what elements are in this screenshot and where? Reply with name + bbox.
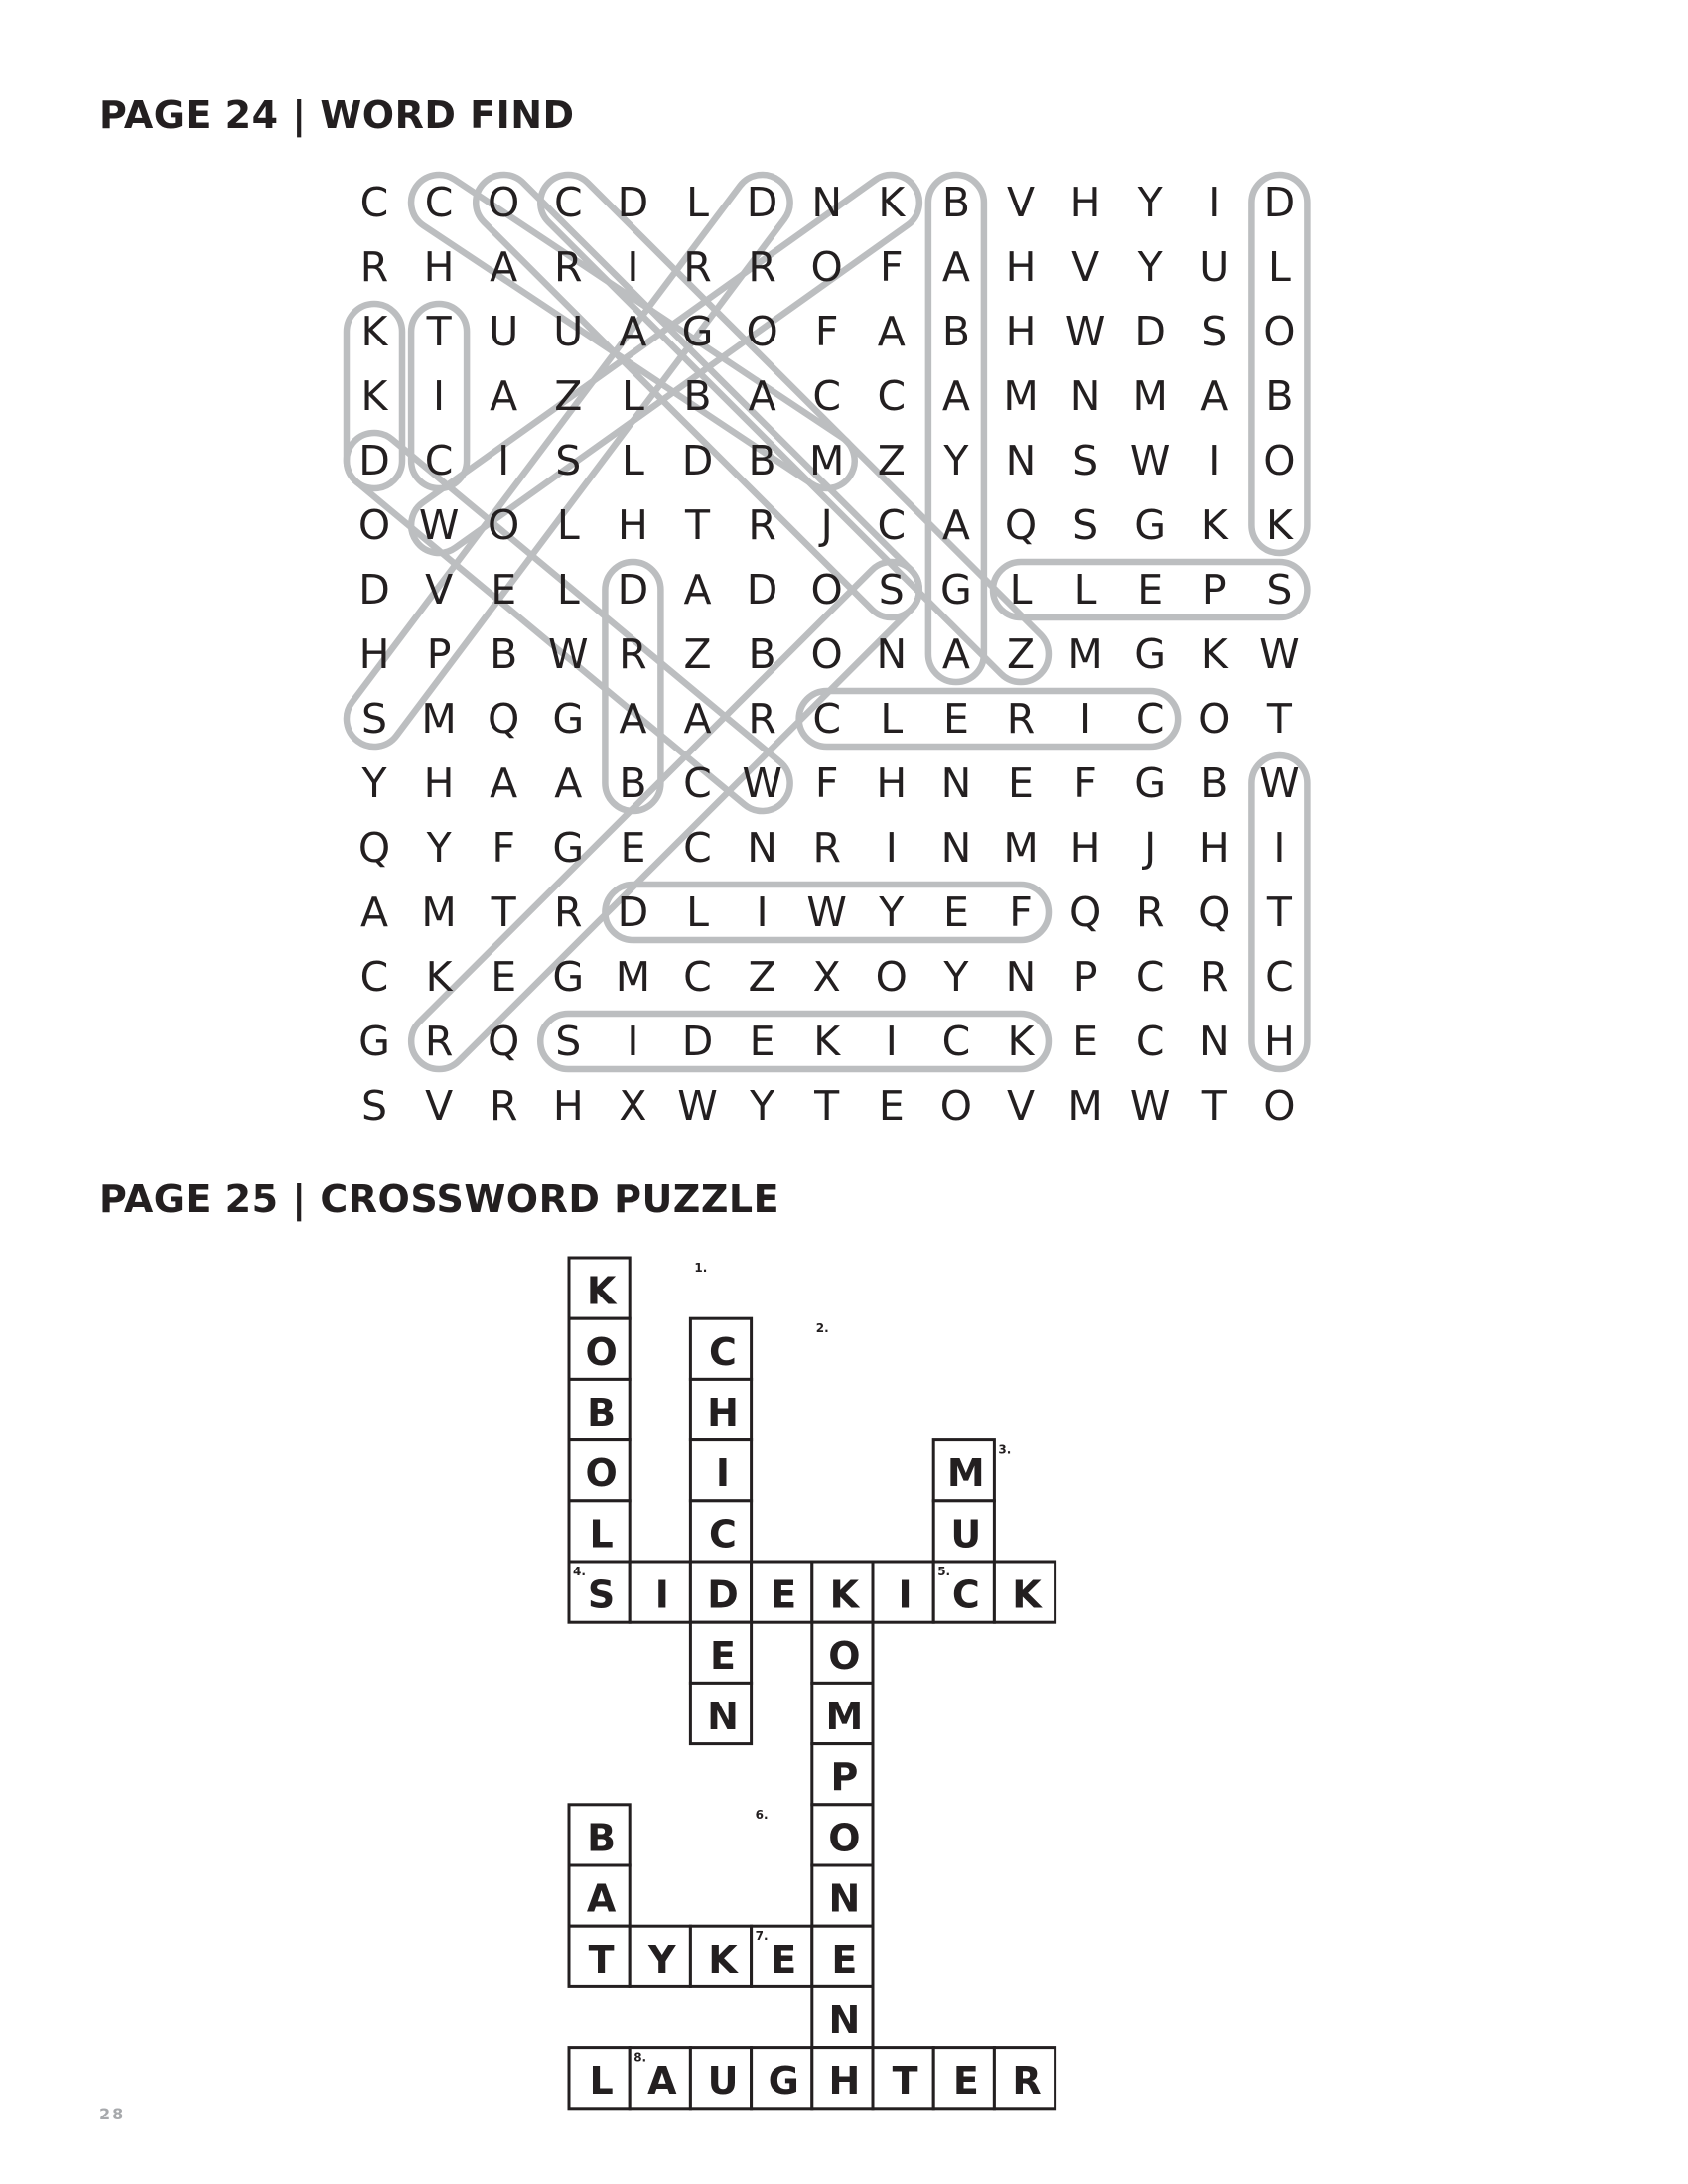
grid-letter: R [359,243,389,291]
grid-letter: U [553,308,584,355]
grid-letter: P [1201,566,1227,614]
crossword-letter: N [828,1998,861,2042]
grid-letter: R [1200,953,1229,1001]
grid-letter: D [1134,308,1166,355]
crossword-heading: PAGE 25 | CROSSWORD PUZZLE [99,1177,780,1221]
grid-letter: E [942,888,969,936]
grid-letter: S [1072,501,1099,549]
grid-letter: R [554,888,583,936]
crossword-letter: E [831,1937,858,1981]
grid-letter: G [552,953,585,1001]
clue-number: 8. [633,2050,647,2065]
grid-letter: C [424,179,454,226]
grid-letter: I [1208,437,1221,484]
grid-letter: W [1129,437,1171,484]
crossword-letter: M [825,1695,864,1738]
grid-letter: Y [426,824,452,872]
grid-letter: N [940,824,972,872]
grid-letter: O [1263,437,1296,484]
crossword-letter: U [707,2059,739,2104]
clue-number: 3. [998,1442,1012,1457]
grid-letter: C [941,1018,971,1065]
grid-letter: C [359,953,389,1001]
grid-letter: D [746,179,778,226]
crossword-letter: K [586,1269,617,1313]
grid-letter: R [489,1082,518,1130]
crossword-cells [569,1258,1055,2109]
grid-letter: H [1005,308,1037,355]
grid-letter: D [617,179,649,226]
grid-letter: J [820,501,833,549]
grid-letter: D [746,566,778,614]
crossword-letter: O [585,1329,618,1374]
grid-letter: Q [488,1018,520,1065]
grid-letter: A [1200,372,1229,420]
grid-letter: C [1265,953,1294,1001]
crossword-letter: C [709,1512,737,1557]
grid-letter: E [878,1082,905,1130]
clue-number: 4. [573,1565,586,1578]
grid-letter: V [1071,243,1100,291]
grid-letter: Z [554,372,583,420]
grid-letter: C [812,372,842,420]
grid-letter: N [1198,1018,1230,1065]
grid-letter: A [941,372,970,420]
grid-letter: S [360,1082,388,1130]
grid-letter: C [1135,1018,1165,1065]
grid-letter: R [683,243,712,291]
grid-letter: D [617,888,649,936]
grid-letter: Y [943,953,969,1001]
grid-letter: F [492,824,515,872]
grid-letter: G [1134,630,1167,678]
crossword-letter: R [1012,2059,1042,2104]
grid-letter: T [814,1082,840,1130]
grid-letter: Z [1006,630,1036,678]
grid-letter: M [1067,1082,1103,1130]
grid-letter: C [877,372,907,420]
crossword-letter: L [589,1512,614,1557]
grid-letter: F [814,759,839,807]
grid-letter: R [554,243,583,291]
grid-letter: I [1208,179,1221,226]
crossword-letter: T [588,1937,615,1981]
crossword-letter: O [585,1451,618,1496]
clue-number: 1. [694,1261,708,1275]
grid-letter: I [627,243,639,291]
grid-letter: A [941,501,970,549]
grid-letter: O [357,501,391,549]
grid-letter: M [421,888,457,936]
grid-letter: W [677,1082,718,1130]
grid-letter: C [877,501,907,549]
grid-letter: H [876,759,908,807]
grid-letter: E [942,695,969,743]
grid-letter: H [423,243,455,291]
grid-letter: B [619,759,647,807]
grid-letter: F [880,243,904,291]
grid-letter: O [810,243,843,291]
crossword-letter: E [710,1633,736,1678]
grid-letter: R [619,630,647,678]
crossword-letter: Y [648,1937,676,1981]
grid-letter: G [681,308,714,355]
grid-letter: A [877,308,906,355]
grid-letter: I [885,824,898,872]
grid-letter: E [749,1018,775,1065]
grid-letter: H [423,759,455,807]
grid-letter: D [681,437,714,484]
word-find-heading: PAGE 24 | WORD FIND [99,93,575,137]
grid-letter: N [940,759,972,807]
grid-letter: I [433,372,446,420]
grid-letter: H [358,630,390,678]
grid-letter: Q [1198,888,1231,936]
grid-letter: N [1005,437,1037,484]
grid-letter: F [1073,759,1097,807]
grid-letter: A [683,695,712,743]
grid-letter: B [1200,759,1229,807]
grid-letter: A [490,243,518,291]
grid-letter: D [358,437,390,484]
grid-letter: Y [1137,179,1163,226]
grid-letter: T [426,308,452,355]
grid-letter: E [491,566,517,614]
grid-letter: V [1006,179,1036,226]
grid-letter: S [1072,437,1099,484]
grid-letter: T [1266,888,1292,936]
grid-letter: W [548,630,589,678]
grid-letter: X [619,1082,647,1130]
grid-letter: S [878,566,905,614]
grid-letter: U [1199,243,1230,291]
crossword-letter: K [1012,1572,1042,1617]
grid-letter: I [497,437,510,484]
grid-letter: T [491,888,516,936]
grid-letter: W [1064,308,1106,355]
crossword-letter: O [828,1816,861,1860]
grid-letter: B [941,179,970,226]
grid-letter: M [1003,372,1039,420]
grid-letter: A [490,759,518,807]
grid-letter: C [1135,953,1165,1001]
grid-letter: C [683,953,712,1001]
grid-letter: Z [683,630,712,678]
crossword-letter: P [830,1755,859,1800]
crossword-letter: E [952,2059,979,2104]
grid-letter: J [1144,824,1157,872]
grid-letter: L [621,437,644,484]
grid-letter: L [1267,243,1291,291]
grid-letter: C [1135,695,1165,743]
crossword-letter: L [589,2059,614,2104]
grid-letter: Q [1068,888,1102,936]
grid-letter: L [1073,566,1097,614]
grid-letter: R [1135,888,1165,936]
clue-number: 2. [815,1321,829,1336]
grid-letter: A [941,243,970,291]
grid-letter: O [875,953,908,1001]
grid-letter: K [425,953,453,1001]
grid-letter: H [552,1082,584,1130]
grid-letter: G [940,566,972,614]
grid-letter: W [806,888,847,936]
grid-letter: F [814,308,839,355]
grid-letter: W [1259,759,1300,807]
crossword-letter: H [707,1391,739,1434]
crossword-letter: E [771,1937,797,1981]
grid-letter: H [1263,1018,1295,1065]
grid-letter: Q [488,695,520,743]
grid-letter: H [1198,824,1230,872]
clue-number: 6. [755,1807,769,1822]
grid-letter: B [1265,372,1294,420]
crossword-letter: N [828,1876,861,1921]
grid-letter: O [746,308,778,355]
grid-letter: L [686,888,709,936]
grid-letter: O [1263,1082,1296,1130]
grid-letter: D [1263,179,1296,226]
grid-letter: Y [1137,243,1163,291]
grid-letter: K [360,372,388,420]
grid-letter: C [359,179,389,226]
grid-letter: Z [877,437,906,484]
crossword-letter: B [587,1816,617,1860]
grid-letter: T [1201,1082,1227,1130]
grid-letter: M [1067,630,1103,678]
grid-letter: Y [361,759,387,807]
grid-letter: A [748,372,776,420]
crossword-letter: I [898,1572,913,1617]
crossword-letter: D [707,1572,739,1617]
grid-letter: L [880,695,904,743]
grid-letter: K [360,308,388,355]
crossword-letter: I [715,1451,731,1496]
crossword-letter: T [892,2059,918,2104]
grid-letter: E [620,824,646,872]
grid-letter: C [683,824,712,872]
grid-letter: C [424,437,454,484]
grid-letter: I [1273,824,1286,872]
grid-letter: K [1265,501,1293,549]
crossword-letter: H [828,2059,861,2104]
grid-letter: Y [879,888,905,936]
grid-letter: A [619,695,647,743]
grid-letter: H [617,501,648,549]
grid-letter: K [1200,501,1228,549]
crossword-letter: I [654,1572,669,1617]
crossword-letter: C [951,1572,980,1617]
grid-letter: H [1069,824,1101,872]
grid-letter: I [627,1018,639,1065]
grid-letter: L [556,501,580,549]
grid-letter: A [941,630,970,678]
grid-letter: W [1259,630,1300,678]
grid-letter: L [1009,566,1033,614]
grid-letter: C [812,695,842,743]
grid-letter: L [556,566,580,614]
crossword-letter: E [771,1572,797,1617]
grid-letter: U [489,308,519,355]
grid-letter: B [941,308,970,355]
crossword-letter: S [587,1572,616,1617]
grid-letter: Z [748,953,776,1001]
grid-letter: O [810,630,843,678]
crossword-letter: G [768,2059,799,2104]
grid-letter: C [683,759,712,807]
grid-letter: O [810,566,843,614]
grid-letter: O [488,501,520,549]
crossword-letter: C [709,1329,737,1374]
grid-letter: Y [750,1082,775,1130]
crossword-letter: B [587,1391,617,1434]
grid-letter: S [1201,308,1228,355]
grid-letter: R [748,501,776,549]
crossword-letter: N [707,1695,739,1738]
grid-letter: E [1008,759,1034,807]
grid-letter: B [748,437,776,484]
grid-letter: M [615,953,651,1001]
grid-letter: F [1009,888,1033,936]
grid-letter: M [1003,824,1039,872]
grid-letter: X [812,953,841,1001]
clue-number: 5. [937,1565,951,1578]
grid-letter: M [809,437,845,484]
grid-letter: O [1263,308,1296,355]
grid-letter: B [748,630,776,678]
grid-letter: K [1200,630,1228,678]
grid-letter: V [1006,1082,1036,1130]
grid-letter: L [686,179,709,226]
grid-letter: D [681,1018,714,1065]
grid-letter: T [684,501,711,549]
grid-letter: V [425,1082,454,1130]
grid-letter: G [1134,759,1167,807]
grid-letter: G [552,824,585,872]
grid-letter: R [1006,695,1036,743]
grid-letter: A [554,759,583,807]
grid-letter: V [425,566,454,614]
grid-letter: I [1079,695,1092,743]
grid-letter: N [1005,953,1037,1001]
grid-letter: A [490,372,518,420]
grid-letter: S [555,437,582,484]
grid-letter: I [756,888,769,936]
grid-letter: N [811,179,843,226]
grid-letter: P [1072,953,1098,1001]
grid-letter: G [552,695,585,743]
grid-letter: L [621,372,644,420]
grid-letter: D [617,566,649,614]
grid-letter: N [1069,372,1101,420]
grid-letter: N [747,824,777,872]
grid-letter: R [748,243,776,291]
grid-letter: K [878,179,906,226]
grid-letter: B [490,630,518,678]
grid-letter: A [359,888,389,936]
grid-letter: E [1072,1018,1099,1065]
grid-letter: R [812,824,841,872]
crossword-letter: A [586,1876,617,1921]
grid-letter: A [619,308,647,355]
grid-letter: Q [357,824,391,872]
crossword-letter: O [828,1633,861,1678]
grid-letter: W [1129,1082,1171,1130]
crossword-letter: U [950,1512,982,1557]
grid-letter: R [748,695,776,743]
page-number: 28 [99,2105,126,2123]
grid-letter: O [488,179,520,226]
grid-letter: G [358,1018,390,1065]
grid-letter: W [418,501,460,549]
grid-letter: D [358,566,390,614]
grid-letter: Q [1004,501,1038,549]
grid-letter: T [1266,695,1292,743]
grid-letter: M [421,695,457,743]
crossword-letter: K [708,1937,738,1981]
grid-letter: E [491,953,517,1001]
grid-letter: S [1266,566,1293,614]
grid-letter: R [424,1018,454,1065]
grid-letter: N [876,630,908,678]
grid-letter: O [1198,695,1231,743]
grid-letter: I [885,1018,898,1065]
crossword-letter: K [829,1572,860,1617]
grid-letter: E [1137,566,1164,614]
grid-letter: P [426,630,452,678]
grid-letter: M [1132,372,1168,420]
grid-letter: B [683,372,712,420]
grid-letter: H [1069,179,1101,226]
clue-number: 7. [755,1929,769,1944]
grid-letter: A [683,566,712,614]
crossword-letter: M [946,1451,985,1496]
grid-letter: C [553,179,583,226]
grid-letter: S [360,695,388,743]
grid-letter: K [813,1018,841,1065]
grid-letter: Y [943,437,969,484]
grid-letter: G [1134,501,1167,549]
grid-letter: S [555,1018,582,1065]
grid-letter: W [742,759,782,807]
grid-letter: H [1005,243,1037,291]
crossword-letter: A [647,2059,677,2104]
grid-letter: K [1007,1018,1035,1065]
grid-letter: O [939,1082,973,1130]
